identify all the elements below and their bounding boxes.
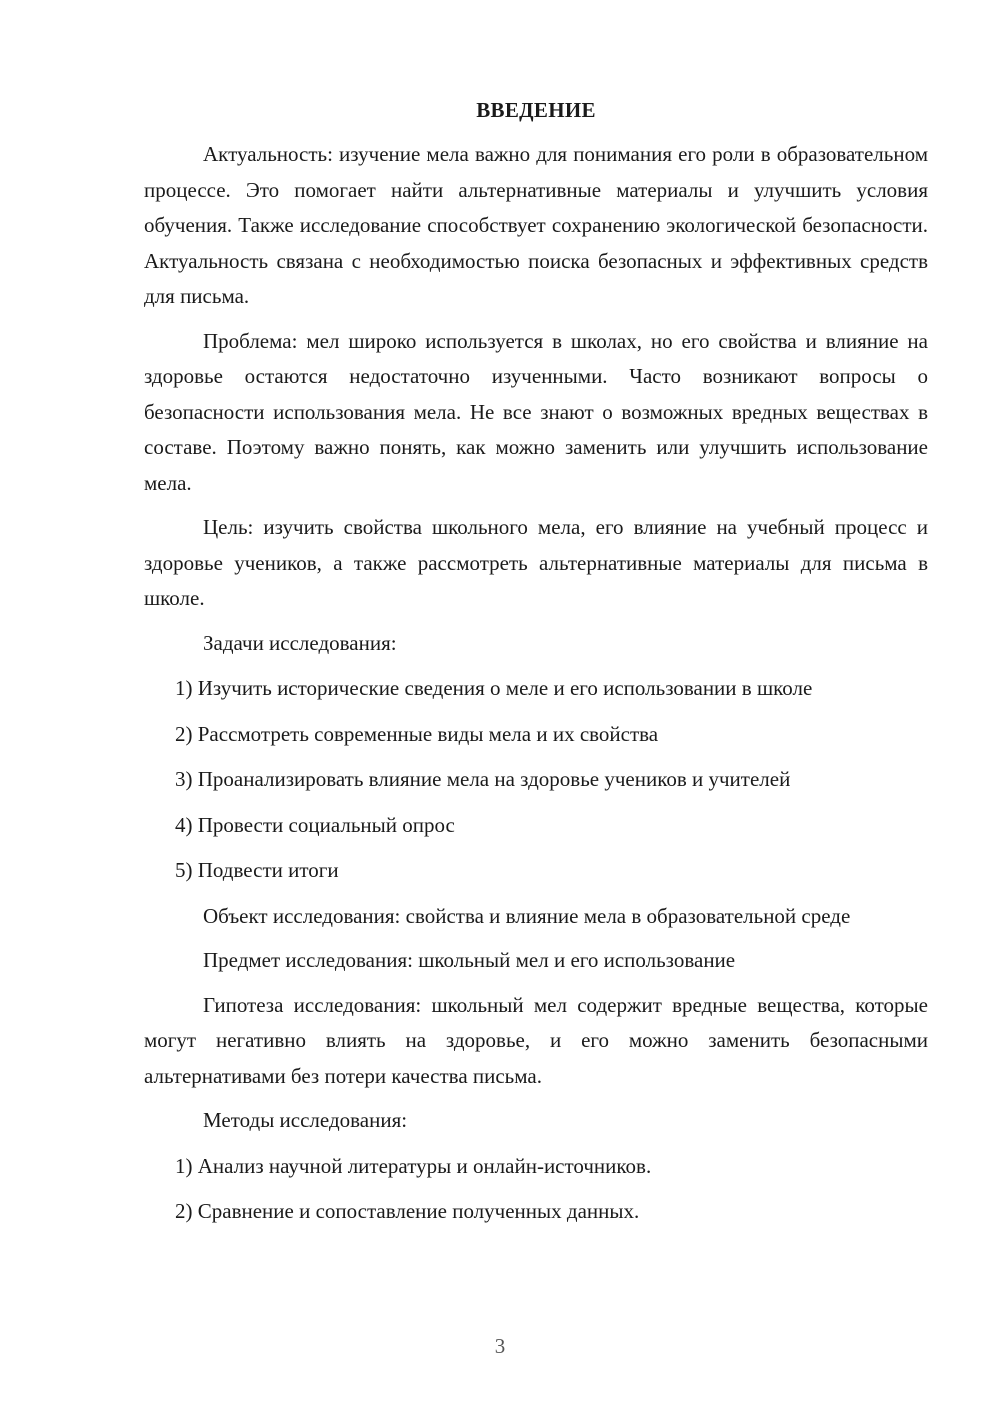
hypothesis-paragraph: Гипотеза исследования: школьный мел содержит вредные вещества, которые могут негативно влиять на здоровье, и его можно заменить безопасными альтернативами без потери качества письма. bbox=[144, 992, 928, 1088]
object-paragraph: Объект исследования: свойства и влияние мела в образовательной среде bbox=[203, 903, 851, 928]
tasks-list bbox=[144, 671, 928, 889]
task-item: 2) Рассмотреть современные виды мела и их свойства bbox=[175, 721, 659, 746]
method-item: 2) Сравнение и сопоставление полученных данных. bbox=[175, 1199, 640, 1223]
subject-paragraph: Предмет исследования: школьный мел и его использование bbox=[203, 948, 736, 972]
task-item: 4) Провести социальный опрос bbox=[175, 812, 455, 837]
method-item: 1) Анализ научной литературы и онлайн-источников. bbox=[175, 1153, 652, 1178]
goal-paragraph: Цель: изучить свойства школьного мела, его влияние на учебный процесс и здоровье учеников, а также рассмотреть альтернативные материалы для письма в школе. bbox=[144, 515, 928, 610]
problem-paragraph: Проблема: мел широко используется в школах, но его свойства и влияние на здоровье остаются недостаточно изученными. Часто возникают вопросы о безопасности использования мела. Не все знают о возможных вредных веществах в составе. Поэтому важно понять, как можно заменить или улучшить использование мела. bbox=[144, 328, 928, 495]
relevance-paragraph: Актуальность: изучение мела важно для понимания его роли в образовательном процессе. Это помогает найти альтернативные материалы и улучшить условия обучения. Также исследование способствует сохранению экологической безопасности. Актуальность связана с необходимостью поиска безопасных и эффективных средств для письма. bbox=[144, 142, 928, 308]
methods-list bbox=[144, 1149, 928, 1230]
methods-heading: Методы исследования: bbox=[203, 1108, 408, 1132]
task-item: 3) Проанализировать влияние мела на здоровье учеников и учителей bbox=[175, 767, 791, 791]
tasks-heading: Задачи исследования: bbox=[203, 630, 397, 655]
page-number: 3 bbox=[494, 1334, 506, 1358]
task-item: 1) Изучить исторические сведения о меле и его использовании в школе bbox=[175, 676, 813, 700]
task-item: 5) Подвести итоги bbox=[175, 858, 339, 882]
page-content bbox=[144, 95, 928, 1240]
page-title: ВВЕДЕНИЕ bbox=[476, 98, 596, 122]
